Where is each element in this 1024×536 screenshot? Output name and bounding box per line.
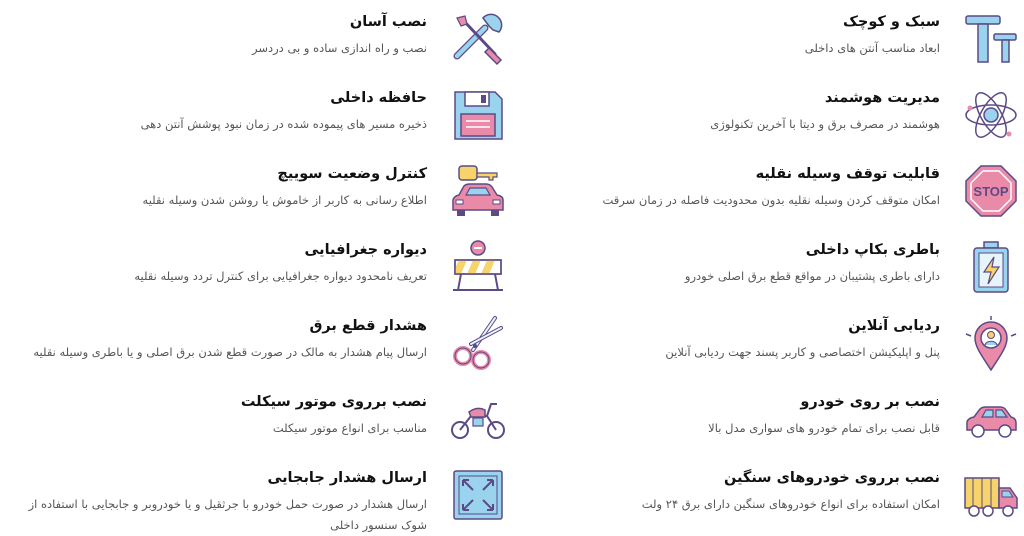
feature-item xyxy=(6,0,511,76)
feature-description: قابل نصب برای تمام خودرو های سواری مدل بالا xyxy=(708,421,940,435)
feature-description: اطلاع رسانی به کاربر از خاموش یا روشن شدن وسیله نقلیه xyxy=(142,193,427,207)
feature-title: ردیابی آنلاین xyxy=(848,318,940,334)
motorcycle-icon xyxy=(449,390,507,448)
stop-sign-icon xyxy=(962,162,1020,220)
battery-icon xyxy=(962,238,1020,296)
feature-title: باطری بکاپ داخلی xyxy=(805,242,940,258)
feature-item xyxy=(519,152,1024,228)
feature-description: مناسب برای انواع موتور سیکلت xyxy=(272,421,427,435)
feature-item xyxy=(6,152,511,228)
feature-description: هوشمند در مصرف برق و دیتا با آخرین تکنولوژی xyxy=(710,117,940,131)
feature-item xyxy=(519,456,1024,532)
expand-icon xyxy=(449,466,507,524)
feature-description: امکان استفاده برای انواع خودروهای سنگین دارای برق ۲۴ ولت xyxy=(641,497,940,511)
atom-icon xyxy=(962,86,1020,144)
feature-description: ابعاد مناسب آنتن های داخلی xyxy=(804,41,940,55)
feature-item xyxy=(519,228,1024,304)
feature-title: دیواره جغرافیایی xyxy=(304,242,427,258)
car-key-icon xyxy=(449,162,507,220)
feature-description: ذخیره مسیر های پیموده شده در زمان نبود پوشش آنتن دهی xyxy=(140,117,427,131)
feature-title: نصب برروی موتور سیکلت xyxy=(240,394,427,410)
feature-item xyxy=(6,228,511,304)
feature-title: نصب آسان xyxy=(349,14,427,30)
feature-description: امکان متوقف کردن وسیله نقلیه بدون محدودیت فاصله در زمان سرقت xyxy=(602,193,940,207)
location-pin-icon xyxy=(962,314,1020,372)
feature-item xyxy=(6,304,511,380)
feature-title: نصب برروی خودروهای سنگین xyxy=(723,470,940,486)
feature-title: مدیریت هوشمند xyxy=(824,90,940,106)
floppy-disk-icon xyxy=(449,86,507,144)
feature-title: هشدار قطع برق xyxy=(309,318,427,334)
feature-description: دارای باطری پشتیبان در مواقع قطع برق اصلی خودرو xyxy=(684,269,940,283)
truck-icon xyxy=(962,466,1020,524)
feature-description: ارسال هشدار در صورت حمل خودرو با جرثقیل و یا خودروبر و جابجایی با استفاده از شوک سنسور داخلی xyxy=(28,497,427,532)
features-column-left xyxy=(6,0,511,532)
feature-item xyxy=(519,304,1024,380)
feature-item xyxy=(519,76,1024,152)
feature-title: کنترل وضعیت سوییچ xyxy=(277,166,427,182)
tools-icon xyxy=(449,10,507,68)
feature-item xyxy=(519,380,1024,456)
barrier-icon xyxy=(449,238,507,296)
feature-title: ارسال هشدار جابجایی xyxy=(267,470,427,486)
feature-title: نصب بر روی خودرو xyxy=(800,394,940,410)
svg-text:STOP: STOP xyxy=(973,184,1009,199)
scissors-icon xyxy=(449,314,507,372)
feature-title: قابلیت توقف وسیله نقلیه xyxy=(755,166,940,182)
car-icon xyxy=(962,390,1020,448)
feature-item xyxy=(6,380,511,456)
feature-item xyxy=(519,0,1024,76)
feature-title: حافظه داخلی xyxy=(330,90,427,106)
features-column-right xyxy=(519,0,1024,532)
feature-description: ارسال پیام هشدار به مالک در صورت قطع شدن برق اصلی و یا باطری وسیله نقلیه xyxy=(33,345,427,359)
feature-description: تعریف نامحدود دیواره جغرافیایی برای کنترل تردد وسیله نقلیه xyxy=(134,269,427,283)
feature-title: سبک و کوچک xyxy=(843,14,940,30)
text-size-icon xyxy=(962,10,1020,68)
feature-item xyxy=(6,76,511,152)
feature-description: نصب و راه اندازی ساده و بی دردسر xyxy=(252,41,427,55)
feature-item xyxy=(6,456,511,532)
feature-description: پنل و اپلیکیشن اختصاصی و کاربر پسند جهت ردیابی آنلاین xyxy=(665,345,940,359)
